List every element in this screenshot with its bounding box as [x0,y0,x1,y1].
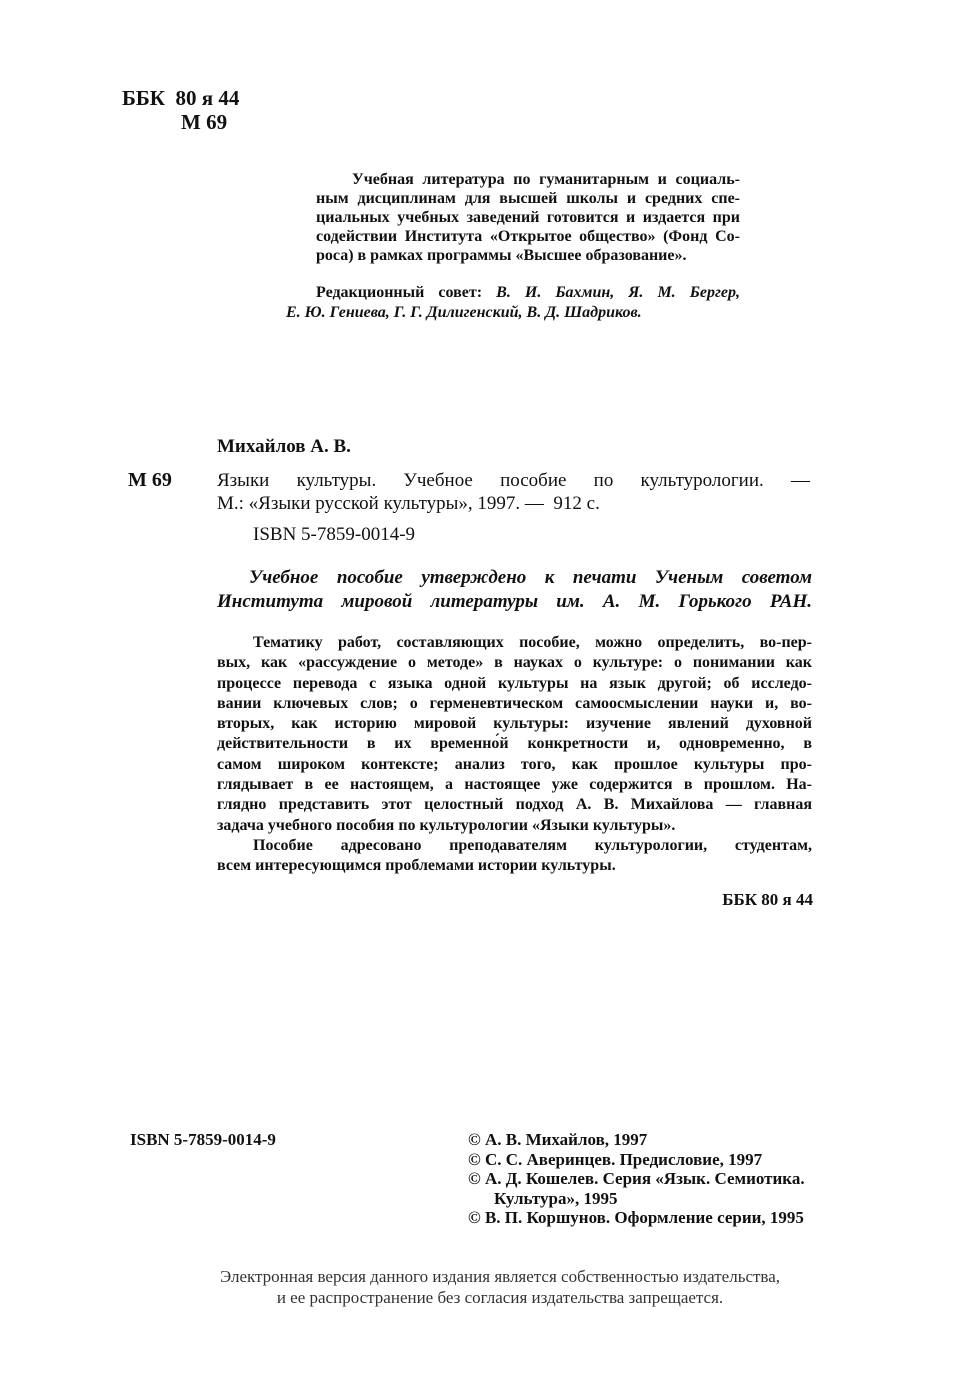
catalog-isbn: ISBN 5-7859-0014-9 [253,524,416,545]
copyright-line: © С. С. Аверинцев. Предисловие, 1997 [468,1149,763,1169]
notice-line: и ее распространение без согласия издательства запрещается. [276,1288,724,1307]
copyright-line: © А. Д. Кошелев. Серия «Язык. Семиотика. [468,1169,805,1188]
editorial-board [286,283,740,323]
copyright-line: Культура», 1995 [494,1188,618,1208]
abstract-line: Тематику работ, составляющих пособие, можно определить, во-пер- [253,634,812,651]
imprint-isbn: ISBN 5-7859-0014-9 [130,1130,276,1149]
approval-line: Учебное пособие утверждено к печати Ученым советом [249,567,812,588]
copyright-line: © В. П. Коршунов. Оформление серии, 1995 [468,1208,804,1227]
abstract-line: глядно представить этот целостный подход А. В. Михайлова — главная [217,796,812,814]
catalog-title [217,469,810,515]
support-note-line: Учебная литература по гуманитарным и социаль- [352,171,740,188]
support-note-line: циальных учебных заведений готовится и издается при [316,209,740,226]
catalog-title-line: Языки культуры. Учебное пособие по культурологии. — [217,470,810,491]
abstract-line: процессе перевода с языка одной культуры на язык другой; об исследо- [217,674,812,692]
support-note-line: содействии Института «Открытое общество» (Фонд Со- [316,228,740,245]
catalog-title-line: М.: «Языки русской культуры», 1997. — 912 с. [217,493,600,514]
audience-line: всем интересующимся проблемами истории культуры. [217,857,616,875]
abstract [217,633,812,877]
editorial-board-label: Редакционный совет: [316,284,483,301]
editorial-board-line [286,283,740,303]
editorial-board-names: В. И. Бахмин, Я. М. Бергер, [496,284,741,301]
support-note-line: роса) в рамках программы «Высшее образование». [316,247,687,264]
audience-line: Пособие адресовано преподавателям культурологии, студентам, [253,836,812,854]
copyright-list [468,1130,805,1228]
abstract-line: самом широком контексте; анализ того, как прошлое культуры про- [217,755,812,773]
catalog-bbk: ББК 80 я 44 [722,890,813,909]
electronic-version-notice [0,1266,969,1308]
approval-note [217,566,812,614]
catalog-author: Михайлов А. В. [217,436,351,457]
abstract-line: вторых, как историю мировой культуры: изучение явлений духовной [217,715,812,733]
catalog-mark: М 69 [128,469,172,491]
editorial-board-names: Е. Ю. Гениева, Г. Г. Дилигенский, В. Д. Шадриков. [286,304,642,321]
abstract-line: задача учебного пособия по культурологии «Языки культуры». [217,816,676,834]
abstract-line: вых, как «рассуждение о методе» в науках о культуре: о понимании как [217,654,812,672]
bbk-index: ББК 80 я 44 [122,86,240,110]
support-note [316,170,740,265]
abstract-line: действительности в их временно́й конкретности и, одновременно, в [217,735,812,753]
abstract-line: вании ключевых слов; о герменевтическом самоосмыслении науки и, во- [217,694,812,712]
copyright-line: © А. В. Михайлов, 1997 [468,1130,648,1149]
abstract-line: глядывает в ее настоящем, а настоящее уже содержится в прошлом. На- [217,776,812,794]
notice-line: Электронная версия данного издания является собственностью издательства, [219,1267,781,1286]
author-mark: М 69 [181,110,228,134]
support-note-line: ным дисциплинам для высшей школы и средних спе- [316,190,740,207]
approval-line: Института мировой литературы им. А. М. Горького РАН. [217,591,812,612]
